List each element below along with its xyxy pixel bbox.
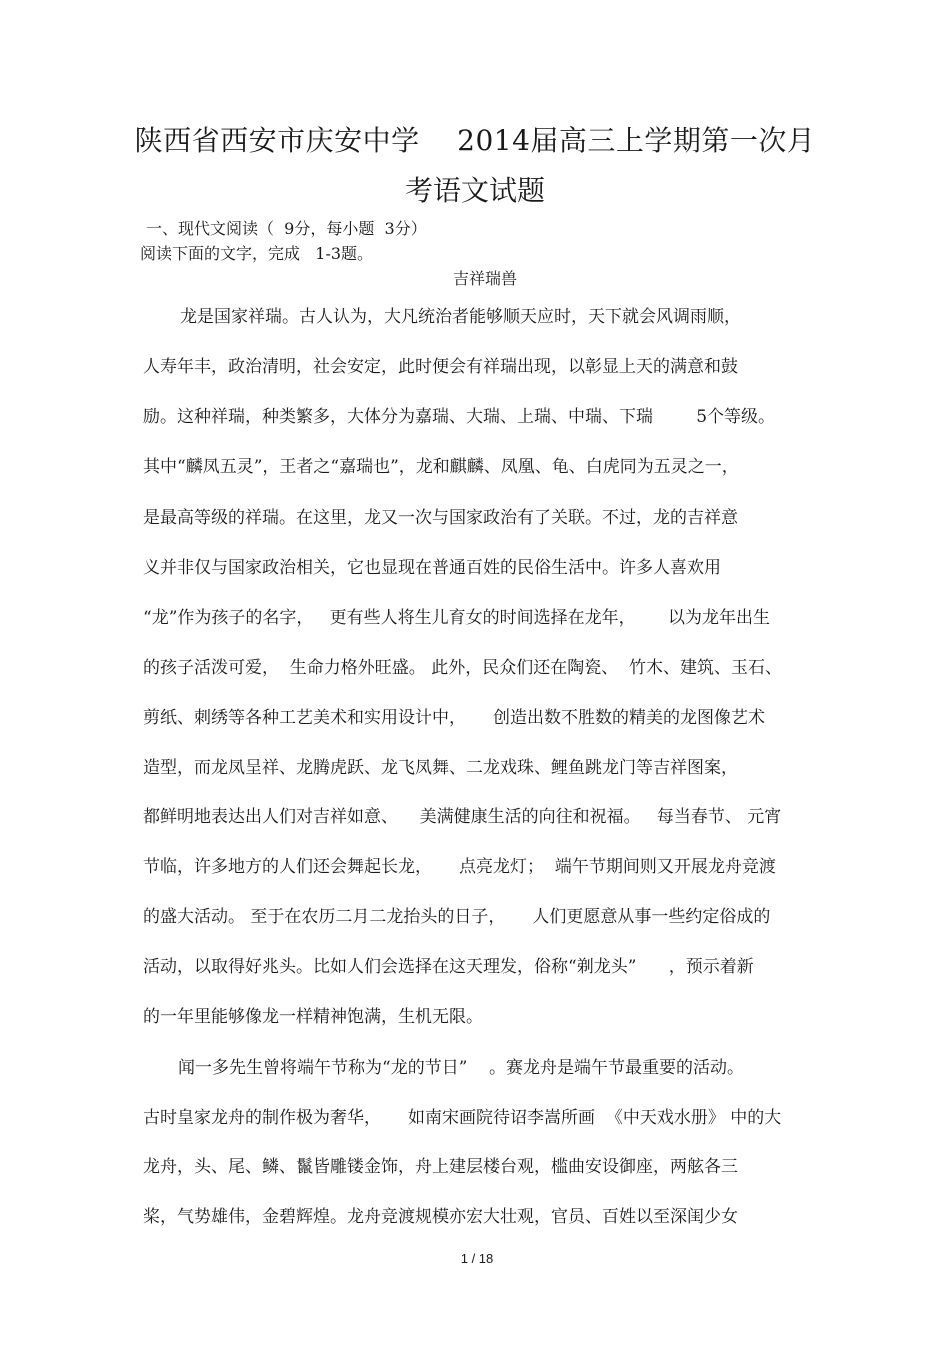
- passage-line: 义并非仅与国家政治相关，它也显现在普通百姓的民俗生活中。许多人喜欢用: [143, 558, 721, 578]
- passage-line: 的一年里能够像龙一样精神饱满，生机无限。: [143, 1007, 483, 1027]
- passage-line: 人寿年丰，政治清明，社会安定，此时便会有祥瑞出现，以彰显上天的满意和鼓: [143, 357, 738, 377]
- section-heading: 一、现代文阅读（ 9分，每小题 3分）: [146, 219, 427, 238]
- passage-line: 龙是国家祥瑞。古人认为，大凡统治者能够顺天应时，天下就会风调雨顺，: [180, 307, 741, 327]
- passage-line: 造型，而龙凤呈祥、龙腾虎跃、龙飞凤舞、二龙戏珠、鲤鱼跳龙门等吉祥图案，: [143, 758, 738, 778]
- passage-line: “龙”作为孩子的名字， 更有些人将生儿育女的时间选择在龙年， 以为龙年出生: [143, 608, 771, 628]
- passage-line: 励。这种祥瑞，种类繁多，大体分为嘉瑞、大瑞、上瑞、中瑞、下瑞 5个等级。: [143, 407, 776, 427]
- passage-line: 节临，许多地方的人们还会舞起长龙， 点亮龙灯； 端午节期间则又开展龙舟竞渡: [143, 857, 776, 877]
- passage-line: 古时皇家龙舟的制作极为奢华， 如南宋画院待诏李嵩所画 《中天戏水册》 中的大: [143, 1108, 782, 1128]
- passage-line: 闻一多先生曾将端午节称为“龙的节日” 。赛龙舟是端午节最重要的活动。: [178, 1058, 744, 1078]
- passage-line: 剪纸、刺绣等各种工艺美术和实用设计中， 创造出数不胜数的精美的龙图像艺术: [143, 708, 766, 728]
- passage-line: 都鲜明地表达出人们对吉祥如意、 美满健康生活的向往和祝福。 每当春节、 元宵: [143, 807, 782, 827]
- passage-line: 活动，以取得好兆头。比如人们会选择在这天理发，俗称“剃龙头” ，预示着新: [143, 957, 754, 977]
- page-indicator: 1 / 18: [460, 1251, 494, 1266]
- passage-line: 龙舟，头、尾、鳞、鬣皆雕镂金饰，舟上建层楼台观，槛曲安设御座，两舷各三: [143, 1157, 738, 1177]
- passage-line: 是最高等级的祥瑞。在这里，龙又一次与国家政治有了关联。不过，龙的吉祥意: [143, 508, 738, 528]
- passage-title: 吉祥瑞兽: [452, 269, 517, 288]
- passage-line: 桨，气势雄伟，金碧辉煌。龙舟竞渡规模亦宏大壮观，官员、百姓以至深闺少女: [143, 1207, 738, 1227]
- passage-line: 其中“麟凤五灵”，王者之“嘉瑞也”，龙和麒麟、凤凰、龟、白虎同为五灵之一，: [143, 457, 739, 477]
- passage-line: 的盛大活动。 至于在农历二月二龙抬头的日子， 人们更愿意从事一些约定俗成的: [143, 907, 771, 927]
- passage-line: 的孩子活泼可爱， 生命力格外旺盛。 此外，民众们还在陶瓷、 竹木、建筑、玉石、: [143, 658, 783, 678]
- document-title-line-1: 陕西省西安市庆安中学 2014届高三上学期第一次月: [134, 124, 816, 157]
- document-title-line-2: 考语文试题: [404, 174, 545, 207]
- reading-instruction: 阅读下面的文字，完成 1-3题。: [140, 244, 374, 263]
